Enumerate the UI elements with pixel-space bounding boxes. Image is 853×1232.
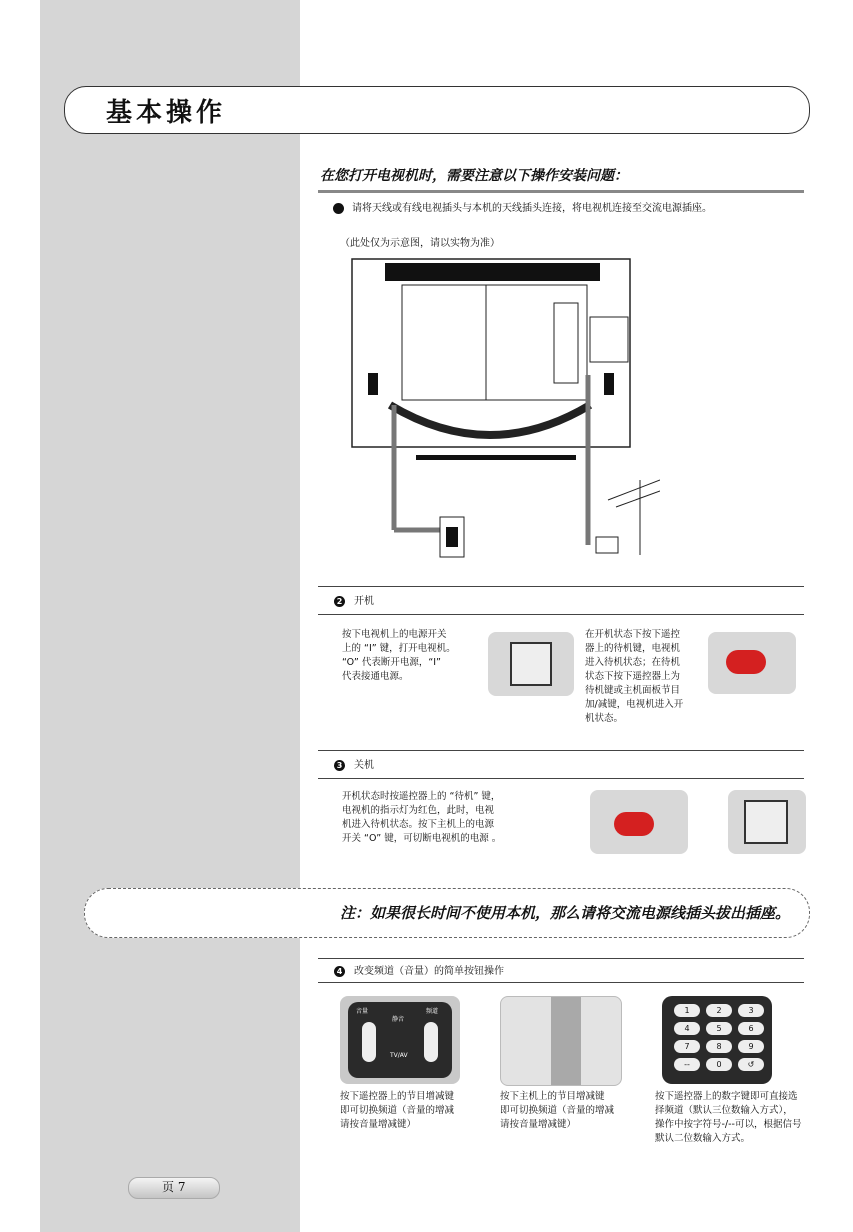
key-5: 5 — [706, 1022, 732, 1035]
step4-col1-text: 按下遥控器上的节目增减键 即可切换频道（音量的增减 请按音量增减键） — [340, 1091, 455, 1130]
step2-right-text: 在开机状态下按下遥控 器上的待机键，电视机 进入待机状态；在待机 状态下按下遥控器上为 待机键或主机面板节目 加/减键，电视机进入开 机状态。 — [585, 629, 684, 724]
page-number: 页 7 — [162, 1180, 186, 1194]
key-0: 0 — [706, 1058, 732, 1071]
key-9: 9 — [738, 1040, 764, 1053]
remote-control-image — [340, 996, 460, 1084]
step2-heading: 开机 — [354, 596, 374, 607]
standby-remote-image — [590, 790, 688, 854]
left-gray-band — [40, 0, 300, 1232]
step2-rule-bottom — [318, 614, 804, 615]
step1-caption: （此处仅为示意图，请以实物为准） — [340, 238, 500, 249]
remote-vol-label: 音量 — [356, 1008, 369, 1015]
key-1: 1 — [674, 1004, 700, 1017]
tv-connection-diagram — [340, 255, 660, 565]
key-4: 4 — [674, 1022, 700, 1035]
key-3: 3 — [738, 1004, 764, 1017]
section-heading: 在您打开电视机时，需要注意以下操作安装问题： — [320, 168, 628, 184]
power-icon — [614, 812, 654, 836]
key-6: 6 — [738, 1022, 764, 1035]
step3-rule-bottom — [318, 778, 804, 779]
step4-rule-bottom — [318, 982, 804, 983]
step4-heading: 改变频道（音量）的简单按钮操作 — [354, 966, 504, 977]
section-rule — [318, 190, 804, 193]
step4-bullet: 4 — [334, 966, 345, 977]
step4-col2-text: 按下主机上的节目增减键 即可切换频道（音量的增减 请按音量增减键） — [500, 1091, 615, 1130]
step2-bullet: 2 — [334, 596, 345, 607]
tv-side-panel-image — [500, 996, 622, 1086]
step4-rule-top — [318, 958, 804, 959]
step2-left-text: 按下电视机上的电源开关 上的 “I” 键，打开电视机。 “O” 代表断开电源，“I” 代表接通电源。 — [342, 629, 456, 682]
step2-rule-top — [318, 586, 804, 587]
key-return: ↺ — [738, 1058, 764, 1071]
power-switch-image — [488, 632, 574, 696]
step3-bullet: 3 — [334, 760, 345, 771]
number-keypad-image — [662, 996, 772, 1084]
remote-ch-label: 频道 — [426, 1008, 439, 1015]
key-8: 8 — [706, 1040, 732, 1053]
remote-input-label: TV/AV — [390, 1052, 408, 1059]
step4-col3-text: 按下遥控器上的数字键即可直接选 择频道（默认三位数输入方式）， 操作中按字符号-/--可以，根据信号 默认二位数输入方式。 — [655, 1091, 802, 1144]
page-title: 基本操作 — [106, 98, 227, 128]
key-7: 7 — [674, 1040, 700, 1053]
key-dash: -- — [674, 1058, 700, 1071]
step3-text: 开机状态时按遥控器上的 “待机” 键， 电视机的指示灯为红色，此时，电视 机进入待机状态。按下主机上的电源 开关 “O” 键，可切断电视机的电源 。 — [342, 791, 502, 844]
key-2: 2 — [706, 1004, 732, 1017]
step3-heading: 关机 — [354, 760, 374, 771]
standby-button-image — [708, 632, 796, 694]
note-text: 注：如果很长时间不使用本机，那么请将交流电源线插头拔出插座。 — [340, 904, 791, 922]
bullet-icon — [333, 203, 344, 214]
step1-text: 请将天线或有线电视插头与本机的天线插头连接，将电视机连接至交流电源插座。 — [352, 203, 712, 214]
step3-rule-top — [318, 750, 804, 751]
main-power-switch-image — [728, 790, 806, 854]
remote-mute-label: 静音 — [392, 1016, 405, 1023]
power-icon — [726, 650, 766, 674]
